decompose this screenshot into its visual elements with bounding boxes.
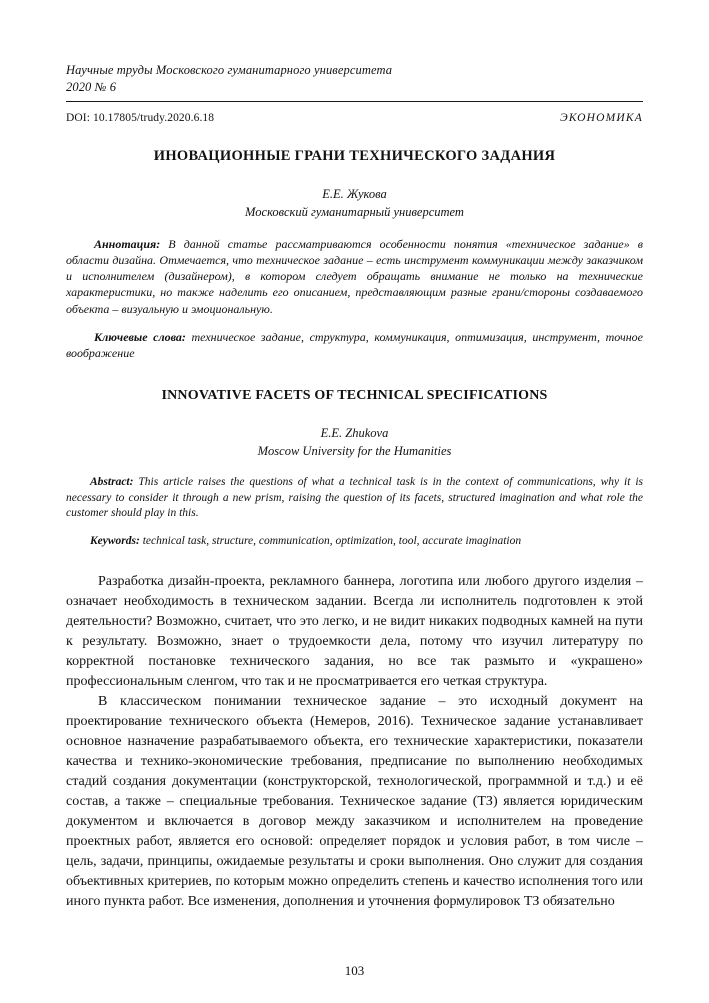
journal-name: Научные труды Московского гуманитарного университета (66, 63, 393, 77)
body-paragraph: В классическом понимании техническое задание – это исходный документ на проектирование технического объекта (Немеров, 2016). Техническое задание устанавливает основное назначение разрабатываемого объекта, его технические характеристики, показатели качества и технико-экономические требования, предписание по выполнению необходимых стадий создания документации (конструкторской, технологической, программной и т.д.) и её состав, а также – специальные требования. Техническое задание (ТЗ) является юридическим документом и включается в договор между заказчиком и исполнителем на проведение проектных работ, является его основой: определяет порядок и условия работ, в том числе – цель, задачи, принципы, ожидаемые результаты и сроки выполнения. Оно служит для создания объективных критериев, по которым можно определить степень и качество исполнения того или иного пункта работ. Все изменения, дополнения и уточнения формулировок ТЗ обязательно (66, 693, 643, 909)
abstract-ru-text: В данной статье рассматриваются особенности понятия «техническое задание» в области дизайна. Отмечается, что техническое задание – есть инструмент коммуникации между заказчиком и исполнителем (дизайнером), в котором следует обращать внимание не только на технические характеристики, но также наделить его описанием, представляющим разные грани/стороны создаваемого объекта – визуальную и эмоциональную. (66, 236, 643, 316)
journal-issue: 2020 № 6 (66, 80, 117, 95)
section-label: ЭКОНОМИКА (560, 111, 643, 124)
page-title-en: INNOVATIVE FACETS OF TECHNICAL SPECIFICATIONS (161, 387, 548, 403)
abstract-en-label: Abstract: (90, 475, 134, 488)
header-divider (66, 101, 643, 102)
journal-header (66, 62, 643, 97)
page-title-ru: ИНОВАЦИОННЫЕ ГРАНИ ТЕХНИЧЕСКОГО ЗАДАНИЯ (153, 147, 556, 164)
abstract-en (66, 475, 643, 523)
body-paragraph: Разработка дизайн-проекта, рекламного баннера, логотипа или любого другого изделия – означает необходимость в техническом задании. Всегда ли исполнитель подготовлен к этой деятельности? Возможно, считает, что это легко, и не видит никаких подводных камней на пути к результату. Возможно, знает о трудоемкости дела, потому что изучил литературу по корректной постановке технического задания, но все так размыто и «украшено» профессиональным сленгом, что так и не просматривается его четкая структура. (66, 573, 643, 689)
doi-text: DOI: 10.17805/trudy.2020.6.18 (66, 111, 215, 124)
abstract-ru-label: Аннотация: (94, 236, 161, 251)
author-ru: Е.Е. Жукова (322, 186, 387, 201)
keywords-en (66, 534, 643, 550)
body-text (66, 572, 643, 912)
page-number: 103 (344, 963, 365, 978)
keywords-en-text: technical task, structure, communication, optimization, tool, accurate imagination (139, 534, 522, 547)
keywords-ru-label: Ключевые слова: (94, 330, 186, 345)
keywords-ru-text: техническое задание, структура, коммуникация, оптимизация, инструмент, точное воображение (66, 330, 644, 361)
keywords-en-label: Keywords: (90, 534, 140, 547)
affiliation-ru: Московский гуманитарный университет (245, 204, 464, 219)
author-en: E.E. Zhukova (320, 425, 389, 440)
meta-row (66, 112, 643, 124)
keywords-ru (66, 329, 643, 362)
affiliation-en: Moscow University for the Humanities (257, 443, 452, 458)
abstract-en-text: This article raises the questions of what a technical task is in the context of communications, why it is necessary to consider it through a new prism, raising the question of its facets, structured imagination and what role the customer should play in this. (66, 475, 643, 520)
abstract-ru (66, 236, 643, 318)
